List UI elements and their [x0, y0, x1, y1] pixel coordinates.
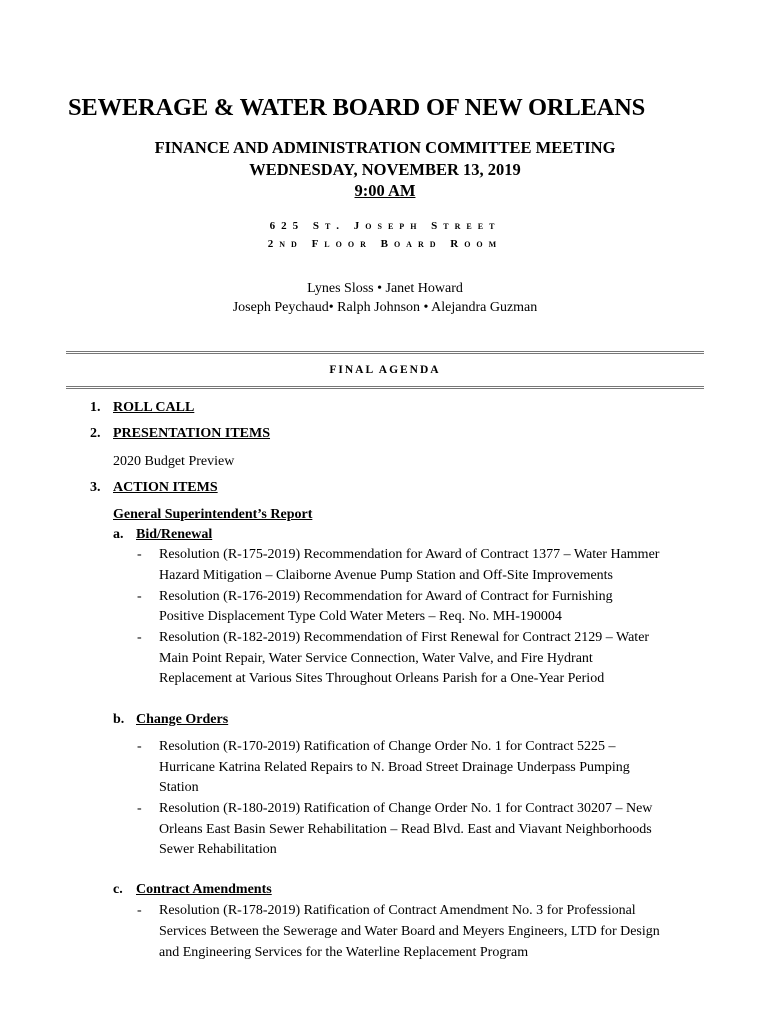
resolution-line: Positive Displacement Type Cold Water Meters – Req. No. MH-190004: [159, 609, 562, 624]
address-line-1: 625 St. Joseph Street: [269, 220, 501, 232]
subsection-contract-amendments: Contract Amendments: [136, 882, 272, 897]
address-line-2: 2nd Floor Board Room: [267, 238, 503, 250]
presentation-budget-preview: 2020 Budget Preview: [113, 454, 235, 469]
item-number: 2.: [90, 426, 101, 441]
resolution-line: Resolution (R-180-2019) Ratification of Change Order No. 1 for Contract 30207 – New: [159, 801, 653, 816]
item-number: 3.: [90, 480, 101, 495]
document-title: SEWERAGE & WATER BOARD OF NEW ORLEANS: [68, 94, 646, 121]
item-roll-call: ROLL CALL: [113, 400, 195, 415]
subsection-letter: a.: [113, 527, 124, 542]
subsection-letter: c.: [113, 882, 123, 897]
section-heading: General Superintendent’s Report: [113, 507, 313, 522]
resolution-line: Services Between the Sewerage and Water Board and Meyers Engineers, LTD for Design: [159, 924, 660, 939]
item-action-items: ACTION ITEMS: [113, 480, 218, 495]
top-divider: [66, 351, 704, 354]
item-presentation-items: PRESENTATION ITEMS: [113, 426, 271, 441]
meeting-name: FINANCE AND ADMINISTRATION COMMITTEE MEETING: [154, 138, 616, 157]
meeting-date: WEDNESDAY, NOVEMBER 13, 2019: [249, 160, 521, 179]
committee-members-line-1: Lynes Sloss • Janet Howard: [307, 281, 463, 296]
agenda-label: FINAL AGENDA: [329, 364, 441, 376]
resolution-line: Replacement at Various Sites Throughout Orleans Parish for a One-Year Period: [159, 671, 605, 686]
resolution-line: Resolution (R-176-2019) Recommendation for Award of Contract for Furnishing: [159, 589, 613, 604]
subsection-letter: b.: [113, 712, 125, 727]
bullet-dash: -: [137, 903, 142, 918]
resolution-line: Sewer Rehabilitation: [159, 842, 277, 857]
bottom-divider: [66, 386, 704, 389]
resolution-line: Station: [159, 780, 199, 795]
bullet-dash: -: [137, 801, 142, 816]
resolution-line: Orleans East Basin Sewer Rehabilitation – Read Blvd. East and Viavant Neighborhoods: [159, 822, 652, 837]
committee-members-line-2: Joseph Peychaud• Ralph Johnson • Alejandra Guzman: [232, 300, 538, 315]
resolution-line: Resolution (R-170-2019) Ratification of Change Order No. 1 for Contract 5225 –: [159, 739, 616, 754]
resolution-line: Resolution (R-182-2019) Recommendation of First Renewal for Contract 2129 – Water: [159, 630, 650, 645]
resolution-line: and Engineering Services for the Waterline Replacement Program: [159, 945, 529, 960]
bullet-dash: -: [137, 630, 142, 645]
meeting-time: 9:00 AM: [354, 181, 416, 200]
resolution-line: Hazard Mitigation – Claiborne Avenue Pump Station and Off-Site Improvements: [159, 568, 614, 583]
resolution-line: Main Point Repair, Water Service Connection, Water Valve, and Fire Hydrant: [159, 651, 593, 666]
resolution-line: Hurricane Katrina Related Repairs to N. Broad Street Drainage Underpass Pumping: [159, 760, 630, 775]
item-number: 1.: [90, 400, 101, 415]
subsection-change-orders: Change Orders: [136, 712, 229, 727]
resolution-line: Resolution (R-175-2019) Recommendation for Award of Contract 1377 – Water Hammer: [159, 547, 660, 562]
bullet-dash: -: [137, 589, 142, 604]
resolution-line: Resolution (R-178-2019) Ratification of Contract Amendment No. 3 for Professional: [159, 903, 636, 918]
bullet-dash: -: [137, 739, 142, 754]
bullet-dash: -: [137, 547, 142, 562]
subsection-bid-renewal: Bid/Renewal: [136, 527, 213, 542]
